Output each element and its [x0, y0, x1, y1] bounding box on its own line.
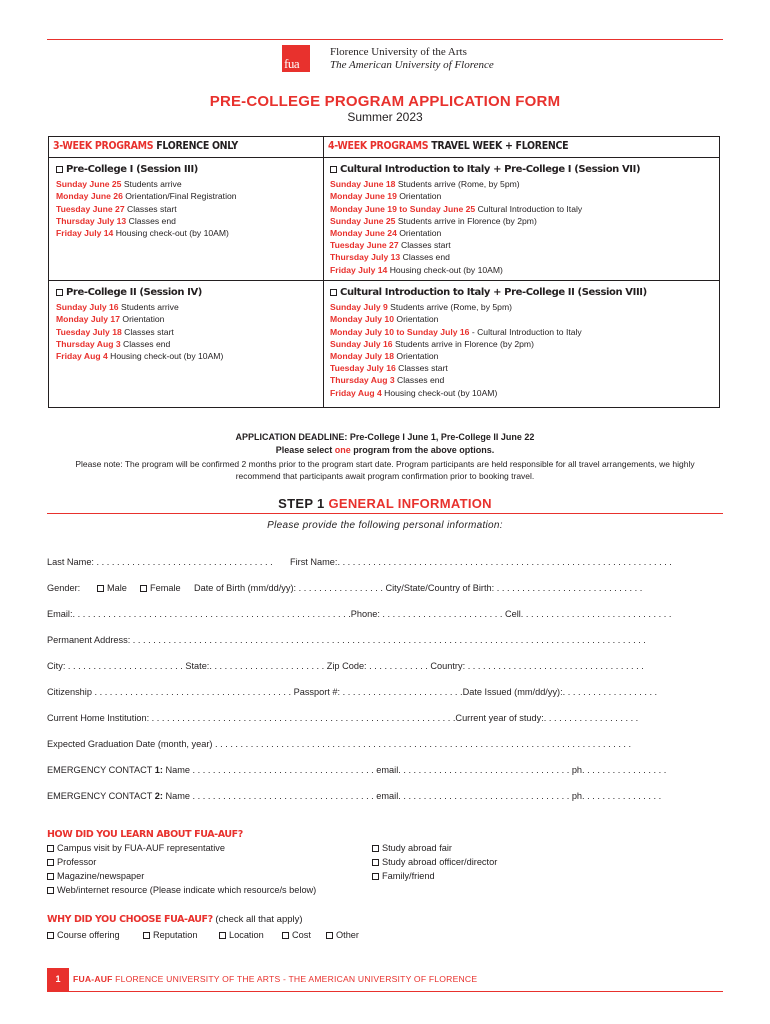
page-title: PRE-COLLEGE PROGRAM APPLICATION FORM — [209, 93, 561, 110]
schedule-date: Sunday June 18 — [330, 179, 396, 190]
checkbox-icon[interactable] — [372, 859, 379, 866]
schedule-row — [330, 264, 715, 276]
schedule-text: Orientation/Final Registration — [122, 191, 237, 202]
checkbox-icon[interactable] — [47, 859, 54, 866]
schedule-date: Tuesday July 18 — [56, 326, 122, 337]
schedule-text: Students arrive — [121, 179, 182, 190]
schedule-text: Housing check-out (by 10AM) — [387, 264, 503, 275]
footer-rule — [47, 991, 723, 992]
checkbox-icon[interactable] — [47, 873, 54, 880]
schedule-row — [330, 251, 715, 263]
schedule-date: Monday July 10 to Sunday July 16 — [330, 326, 470, 337]
learn-option-campus[interactable]: Campus visit by FUA-AUF representative — [47, 843, 225, 853]
schedule-text: Students arrive (Rome, by 5pm) — [387, 302, 512, 313]
column-header-4-week: 4-WEEK PROGRAMS TRAVEL WEEK + FLORENCE — [328, 140, 569, 152]
step-1-heading: STEP 1 GENERAL INFORMATION — [278, 496, 492, 511]
table-divider-vertical — [323, 137, 324, 407]
address-field[interactable]: Permanent Address: . . . . . . . . . . . . . . . . . . . . . . . . . . . . . . . . . . . . . . . . . . . . . . . . . . . . . . . . . . . . . . . . . . . . . . . . . . . . . . . . . . . . . . . . . . . . . . . . . . . . . — [47, 635, 646, 645]
checkbox-icon[interactable] — [47, 887, 54, 894]
schedule-text: Orientation — [396, 191, 442, 202]
schedule-row — [330, 301, 715, 313]
page-number: 1 — [47, 968, 69, 991]
schedule-text: Classes start — [398, 240, 451, 251]
page-subtitle: Summer 2023 — [347, 110, 423, 124]
schedule-text: Classes end — [394, 375, 445, 386]
checkbox-icon[interactable] — [47, 845, 54, 852]
schedule-row — [56, 215, 318, 227]
checkbox-icon[interactable] — [282, 932, 289, 939]
schedule-row — [56, 227, 318, 239]
why-heading: WHY DID YOU CHOOSE FUA-AUF? (check all that apply) — [47, 914, 303, 925]
dob-field[interactable]: Date of Birth (mm/dd/yy): . . . . . . . . . . . . . . . . . City/State/Country of Birth: . . . . . . . . . . . . . . . . . . . . . . . . . . . . . — [194, 583, 643, 593]
checkbox-icon[interactable] — [372, 845, 379, 852]
program-pre-college-1[interactable] — [56, 164, 318, 239]
schedule-row — [330, 374, 715, 386]
gender-male-option[interactable]: Male — [97, 583, 127, 593]
application-deadline: APPLICATION DEADLINE: Pre-College I June 1, Pre-College II June 22 — [235, 432, 535, 442]
emergency-contact-2[interactable]: EMERGENCY CONTACT 2: Name . . . . . . . . . . . . . . . . . . . . . . . . . . . . . . . . . . . . email. . . . . . . . . . . . . . . . . . . . . . . . . . . . . . . . . . ph. . . . . . . . . . . . . . . . — [47, 791, 662, 801]
city-field[interactable]: City: . . . . . . . . . . . . . . . . . . . . . . . State:. . . . . . . . . . . . . . . . . . . . . . . Zip Code: . . . . . . . . . . . . Country: . . . . . . . . . . . . . . . . . . . . . . . . . . . . . . . . . . . — [47, 661, 644, 671]
schedule-date: Thursday Aug 3 — [56, 338, 121, 349]
schedule-text: Students arrive — [118, 302, 179, 313]
schedule-row — [330, 338, 715, 350]
logo-text — [330, 46, 494, 72]
schedule-text: Students arrive in Florence (by 2pm) — [395, 215, 537, 226]
program-pre-college-2[interactable] — [56, 287, 318, 362]
header-rule — [47, 39, 723, 40]
schedule-text: Classes end — [126, 215, 176, 226]
schedule-row — [56, 178, 318, 190]
schedule-date: Friday Aug 4 — [330, 387, 382, 398]
citizenship-field[interactable]: Citizenship . . . . . . . . . . . . . . . . . . . . . . . . . . . . . . . . . . . . . . . Passport #: . . . . . . . . . . . . . . . . . . . . . . . .Date Issued (mm/dd/yy):. . . . . . . . . . . . . . . . . . . — [47, 687, 658, 697]
schedule-text: Housing check-out (by 10AM) — [107, 351, 224, 362]
institution-field[interactable]: Current Home Institution: . . . . . . . . . . . . . . . . . . . . . . . . . . . . . . . . . . . . . . . . . . . . . . . . . . . . . . . . . . . .Current year of study:. . . . . . . . . . . . . . . . . . . — [47, 713, 639, 723]
schedule-date: Monday July 10 — [330, 314, 394, 325]
schedule-text: Classes start — [395, 363, 448, 374]
schedule-row — [330, 313, 715, 325]
schedule-row — [330, 190, 715, 202]
provide-instruction: Please provide the following personal information: — [267, 520, 503, 531]
learn-heading: HOW DID YOU LEARN ABOUT FUA-AUF? — [47, 829, 243, 840]
learn-option-magazine[interactable]: Magazine/newspaper — [47, 871, 144, 881]
why-option-other[interactable]: Other — [326, 930, 359, 940]
schedule-date: Friday July 14 — [330, 264, 388, 275]
schedule-date: Thursday July 13 — [330, 252, 401, 263]
schedule-text: Classes start — [124, 203, 177, 214]
schedule-date: Monday June 19 to Sunday June 25 — [330, 203, 476, 214]
why-option-course[interactable]: Course offering — [47, 930, 120, 940]
schedule-row — [330, 362, 715, 374]
fua-logo — [282, 45, 310, 72]
schedule-date: Monday June 24 — [330, 228, 397, 239]
checkbox-icon[interactable] — [219, 932, 226, 939]
schedule-text: Orientation — [396, 228, 442, 239]
schedule-text: Orientation — [120, 314, 165, 325]
program-note: Please note: The program will be confirmed 2 months prior to the program start date. Program participants are held responsible for all travel arrangements, we highly recommend that participants await program confirmation prior to booking travel. — [75, 459, 695, 481]
schedule-date: Thursday July 13 — [56, 215, 127, 226]
schedule-row — [56, 326, 318, 338]
schedule-date: Tuesday June 27 — [330, 240, 399, 251]
schedule-row — [330, 203, 715, 215]
footer-text: FUA-AUF FLORENCE UNIVERSITY OF THE ARTS - THE AMERICAN UNIVERSITY OF FLORENCE — [73, 974, 478, 984]
schedule-row — [330, 239, 715, 251]
checkbox-icon[interactable] — [97, 585, 104, 592]
schedule-date: Thursday Aug 3 — [330, 375, 395, 386]
schedule-date: Sunday June 25 — [330, 215, 396, 226]
schedule-text: Students arrive (Rome, by 5pm) — [395, 179, 520, 190]
schedule-date: Friday July 14 — [56, 228, 114, 239]
program-title: Cultural Introduction to Italy + Pre-College II (Session VIII) — [340, 287, 647, 298]
program-title: Pre-College II (Session IV) — [66, 287, 202, 298]
last-name-field[interactable]: Last Name: . . . . . . . . . . . . . . . . . . . . . . . . . . . . . . . . . . . — [47, 557, 273, 567]
schedule-date: Tuesday July 16 — [330, 363, 396, 374]
email-field[interactable]: Email:. . . . . . . . . . . . . . . . . . . . . . . . . . . . . . . . . . . . . . . . . . . . . . . . . . . . . . .Phone: . . . . . . . . . . . . . . . . . . . . . . . . Cell. . . . . . . . . . . . . . . . . . . . . . . . . . . . . . — [47, 609, 672, 619]
program-cultural-intro-2[interactable] — [330, 287, 715, 399]
checkbox-icon[interactable] — [56, 289, 63, 296]
schedule-text: Students arrive in Florence (by 2pm) — [392, 338, 534, 349]
schedule-row — [56, 313, 318, 325]
schedule-row — [330, 350, 715, 362]
schedule-row — [56, 350, 318, 362]
checkbox-icon[interactable] — [326, 932, 333, 939]
schedule-row — [56, 301, 318, 313]
schedule-text: - Cultural Introduction to Italy — [469, 326, 582, 337]
schedule-row — [56, 190, 318, 202]
schedule-row — [330, 215, 715, 227]
logo-line-1: Florence University of the Arts — [330, 46, 467, 58]
checkbox-icon[interactable] — [56, 166, 63, 173]
schedule-row — [330, 178, 715, 190]
schedule-text: Classes start — [121, 326, 174, 337]
learn-option-web[interactable]: Web/internet resource (Please indicate which resource/s below) — [47, 885, 316, 895]
why-option-location[interactable]: Location — [219, 930, 264, 940]
checkbox-icon[interactable] — [143, 932, 150, 939]
schedule-text: Classes end — [400, 252, 450, 263]
column-header-3-week: 3-WEEK PROGRAMS FLORENCE ONLY — [53, 140, 238, 152]
schedule-date: Sunday July 9 — [330, 302, 388, 313]
schedule-date: Monday June 26 — [56, 191, 123, 202]
schedule-date: Tuesday June 27 — [56, 203, 125, 214]
step-rule — [47, 513, 723, 514]
gender-female-option[interactable]: Female — [140, 583, 181, 593]
learn-option-professor[interactable]: Professor — [47, 857, 96, 867]
schedule-row — [330, 326, 715, 338]
schedule-date: Friday Aug 4 — [56, 351, 108, 362]
checkbox-icon[interactable] — [330, 166, 337, 173]
schedule-row — [330, 227, 715, 239]
table-divider-middle — [49, 280, 719, 281]
learn-option-family[interactable]: Family/friend — [372, 871, 435, 881]
checkbox-icon[interactable] — [330, 289, 337, 296]
schedule-date: Sunday June 25 — [56, 179, 122, 190]
schedule-text: Housing check-out (by 10AM) — [381, 387, 498, 398]
schedule-text: Classes end — [120, 338, 171, 349]
emergency-contact-1[interactable]: EMERGENCY CONTACT 1: Name . . . . . . . . . . . . . . . . . . . . . . . . . . . . . . . . . . . . email. . . . . . . . . . . . . . . . . . . . . . . . . . . . . . . . . . ph. . . . . . . . . . . . . . . . . — [47, 765, 667, 775]
graduation-field[interactable]: Expected Graduation Date (month, year) . . . . . . . . . . . . . . . . . . . . . . . . . . . . . . . . . . . . . . . . . . . . . . . . . . . . . . . . . . . . . . . . . . . . . . . . . . . . . . . . . . — [47, 739, 632, 749]
schedule-date: Sunday July 16 — [330, 338, 393, 349]
gender-label: Gender: — [47, 583, 81, 593]
checkbox-icon[interactable] — [47, 932, 54, 939]
schedule-text: Orientation — [394, 314, 439, 325]
first-name-field[interactable]: First Name:. . . . . . . . . . . . . . . . . . . . . . . . . . . . . . . . . . . . . . . . . . . . . . . . . . . . . . . . . . . . . . . . . . — [290, 557, 672, 567]
schedule-date: Sunday July 16 — [56, 302, 119, 313]
logo-line-2: The American University of Florence — [330, 59, 494, 71]
program-table — [48, 136, 720, 408]
schedule-row — [56, 203, 318, 215]
program-title: Cultural Introduction to Italy + Pre-College I (Session VII) — [340, 164, 641, 175]
schedule-date: Monday June 19 — [330, 191, 397, 202]
logo-mark: fua — [284, 56, 300, 71]
checkbox-icon[interactable] — [140, 585, 147, 592]
schedule-row — [56, 338, 318, 350]
schedule-row — [330, 387, 715, 399]
learn-option-officer[interactable]: Study abroad officer/director — [372, 857, 497, 867]
why-option-cost[interactable]: Cost — [282, 930, 311, 940]
checkbox-icon[interactable] — [372, 873, 379, 880]
schedule-text: Cultural Introduction to Italy — [475, 203, 583, 214]
table-divider-header — [49, 157, 719, 158]
schedule-text: Orientation — [394, 351, 439, 362]
schedule-text: Housing check-out (by 10AM) — [113, 228, 229, 239]
why-option-reputation[interactable]: Reputation — [143, 930, 197, 940]
learn-option-fair[interactable]: Study abroad fair — [372, 843, 452, 853]
program-title: Pre-College I (Session III) — [66, 164, 198, 175]
schedule-date: Monday July 18 — [330, 351, 394, 362]
program-cultural-intro-1[interactable] — [330, 164, 715, 276]
select-instruction: Please select one program from the above options. — [275, 445, 495, 455]
schedule-date: Monday July 17 — [56, 314, 120, 325]
